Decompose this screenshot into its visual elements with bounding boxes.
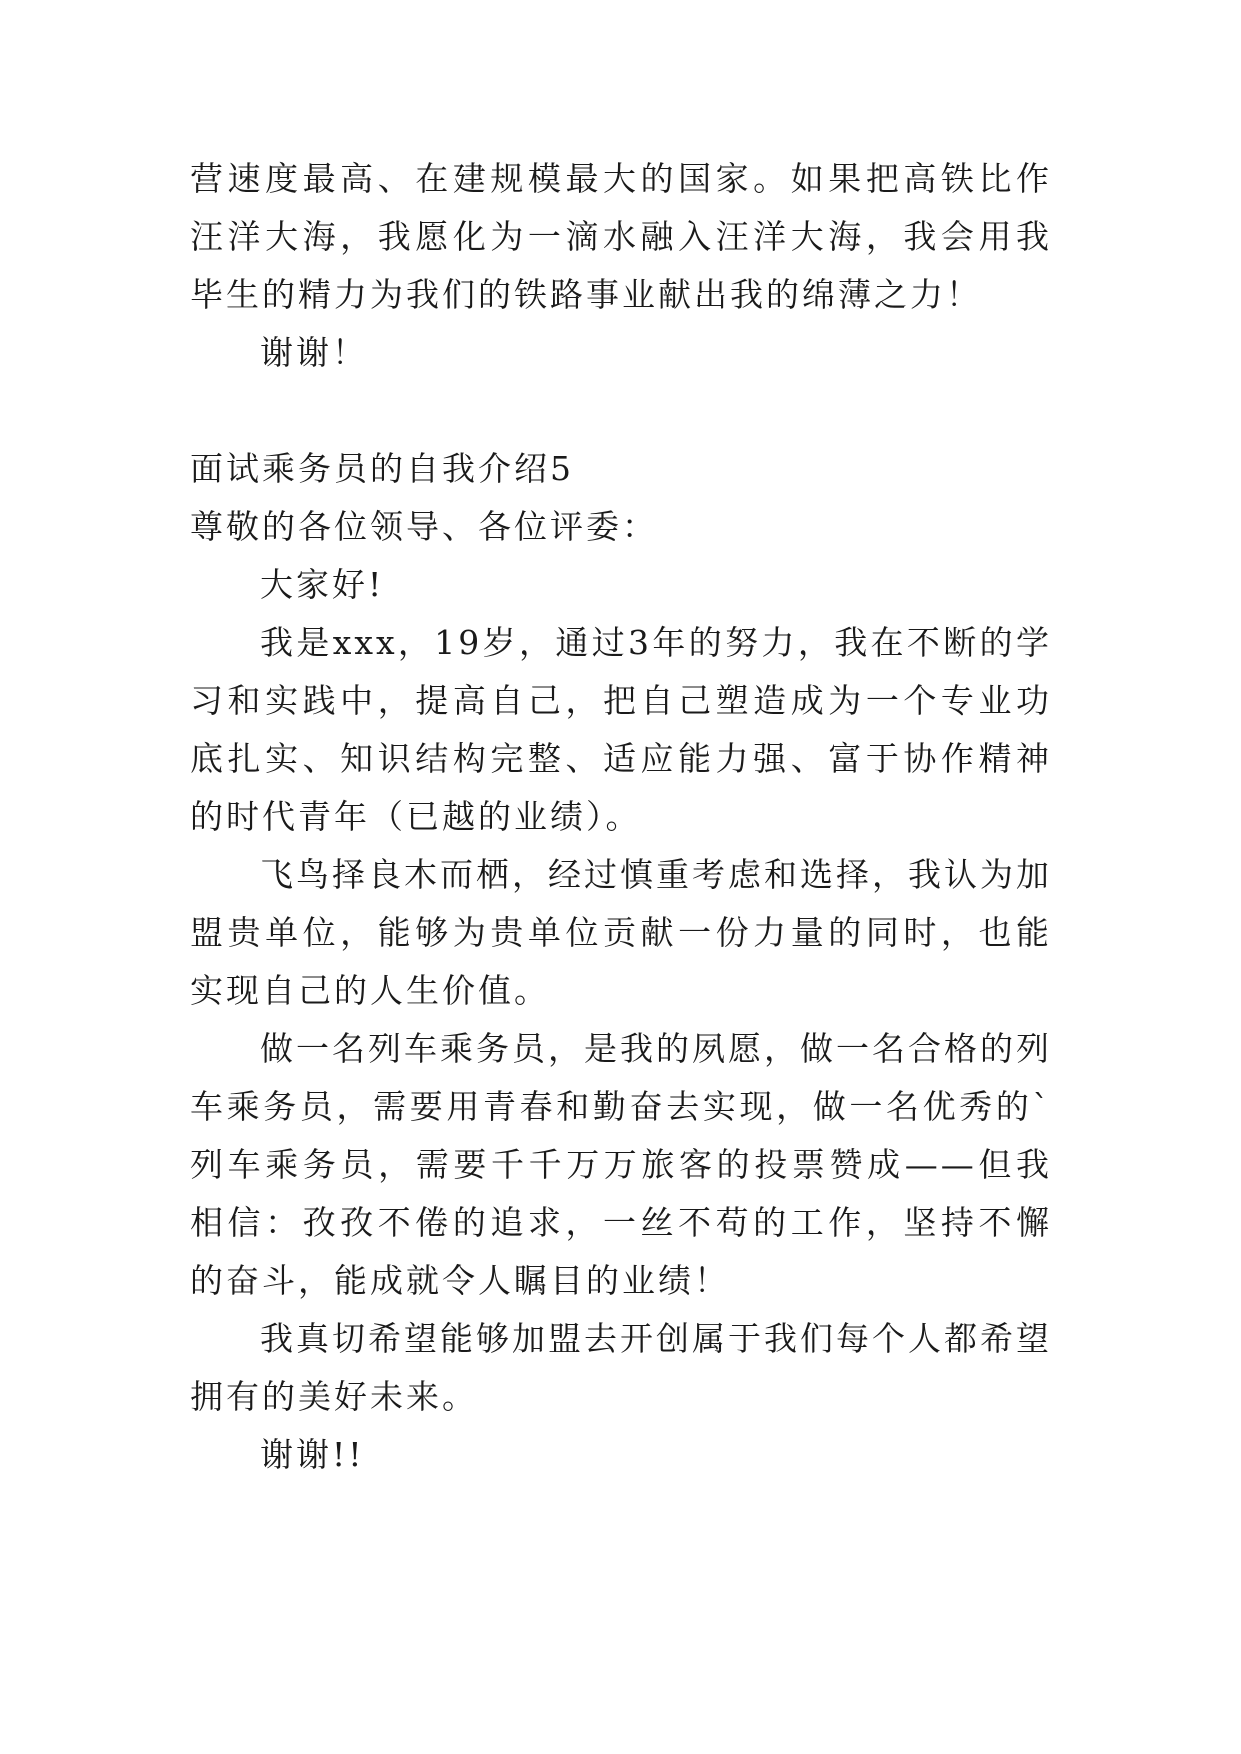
body-paragraph: 飞鸟择良木而栖，经过慎重考虑和选择，我认为加盟贵单位，能够为贵单位贡献一份力量的同时，也能实现自己的人生价值。: [190, 855, 1052, 1010]
thanks-line: 谢谢！: [260, 333, 368, 372]
body-paragraph: 做一名列车乘务员，是我的夙愿，做一名合格的列车乘务员，需要用青春和勤奋去实现，做一名优秀的`列车乘务员，需要千千万万旅客的投票赞成——但我相信：孜孜不倦的追求，一丝不苟的工作，坚持不懈的奋斗，能成就令人瞩目的业绩！: [190, 1029, 1052, 1300]
document-page: [190, 150, 1052, 1484]
body-paragraph: 我真切希望能够加盟去开创属于我们每个人都希望拥有的美好未来。: [190, 1319, 1052, 1416]
continuation-paragraph: 营速度最高、在建规模最大的国家。如果把高铁比作汪洋大海，我愿化为一滴水融入汪洋大海，我会用我毕生的精力为我们的铁路事业献出我的绵薄之力！: [190, 159, 1052, 314]
salutation: 尊敬的各位领导、各位评委：: [190, 507, 658, 546]
greeting: 大家好!: [260, 565, 385, 604]
body-paragraph: 我是xxx，19岁，通过3年的努力，我在不断的学习和实践中，提高自己，把自己塑造成为一个专业功底扎实、知识结构完整、适应能力强、富于协作精神的时代青年（已越的业绩）。: [190, 623, 1052, 836]
closing-thanks: 谢谢!!: [260, 1435, 365, 1474]
section-spacer: [190, 382, 1052, 440]
section-title: 面试乘务员的自我介绍5: [190, 449, 574, 488]
